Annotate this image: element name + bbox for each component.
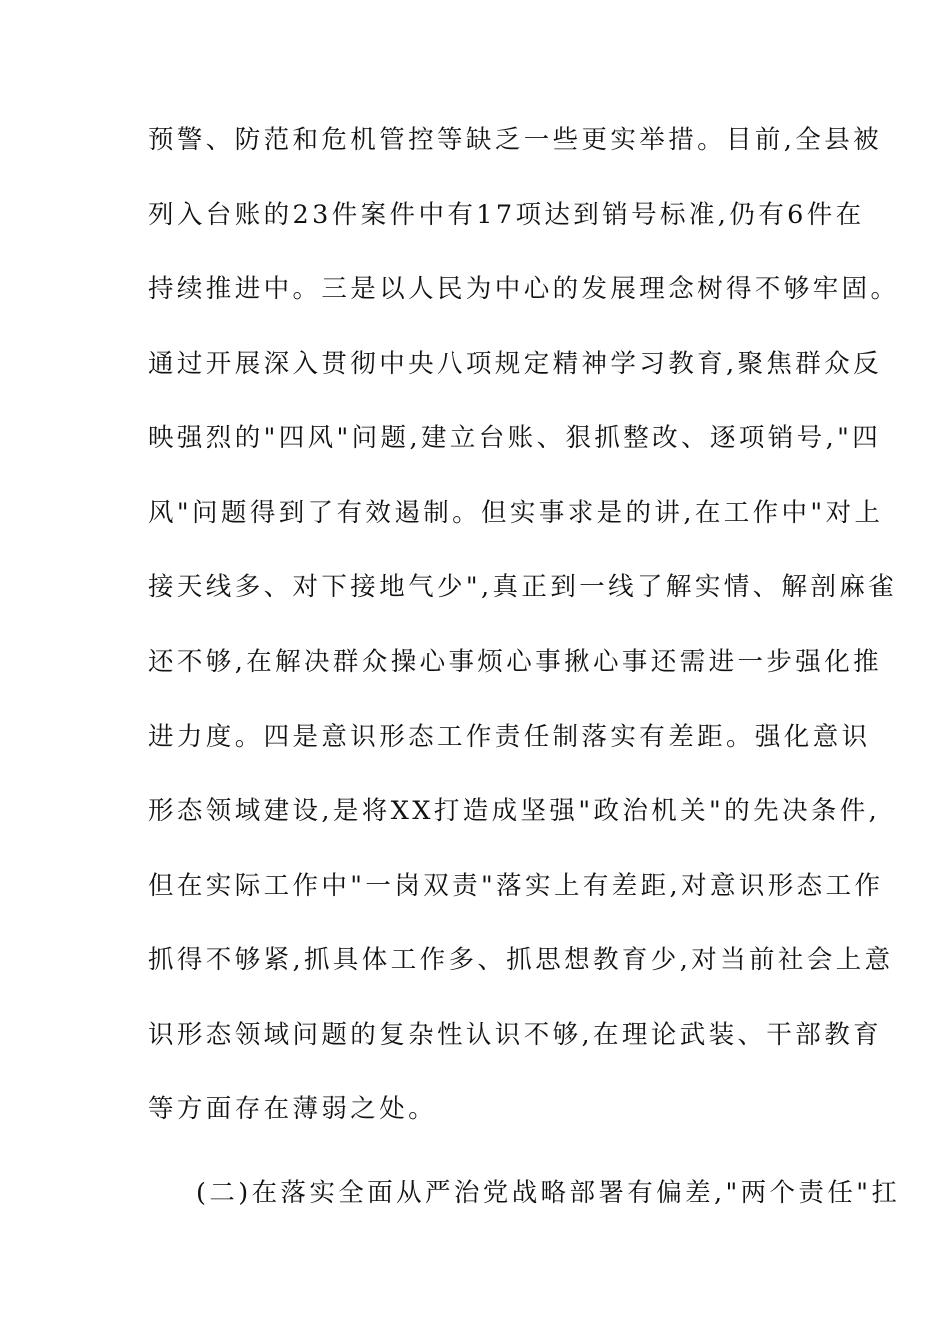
body-line-1: 预警、防范和危机管控等缺乏一些更实举措。目前,全县被 — [148, 125, 883, 155]
body-line-14: 等方面存在薄弱之处。 — [148, 1094, 438, 1124]
body-line-3: 持续推进中。三是以人民为中心的发展理念树得不够牢固。 — [148, 274, 900, 304]
body-line-13: 识形态领域问题的复杂性认识不够,在理论武装、干部教育 — [148, 1020, 883, 1050]
body-line-2: 列入台账的23件案件中有17项达到销号标准,仍有6件在 — [148, 200, 865, 230]
section-heading-line: (二)在落实全面从严治党战略部署有偏差,"两个责任"扛 — [196, 1178, 901, 1208]
body-line-6: 风"问题得到了有效遏制。但实事求是的讲,在工作中"对上 — [148, 498, 884, 528]
body-line-7: 接天线多、对下接地气少",真正到一线了解实情、解剖麻雀 — [148, 572, 898, 602]
body-line-11: 但在实际工作中"一岗双责"落实上有差距,对意识形态工作 — [148, 871, 884, 901]
body-line-9: 进力度。四是意识形态工作责任制落实有差距。强化意识 — [148, 722, 871, 752]
body-line-4: 通过开展深入贯彻中央八项规定精神学习教育,聚焦群众反 — [148, 349, 883, 379]
body-line-12: 抓得不够紧,抓具体工作多、抓思想教育少,对当前社会上意 — [148, 945, 894, 975]
body-line-5: 映强烈的"四风"问题,建立台账、狠抓整改、逐项销号,"四 — [148, 423, 882, 453]
body-line-10: 形态领域建设,是将XX打造成坚强"政治机关"的先决条件, — [148, 796, 881, 826]
body-line-8: 还不够,在解决群众操心事烦心事揪心事还需进一步强化推 — [148, 647, 883, 677]
